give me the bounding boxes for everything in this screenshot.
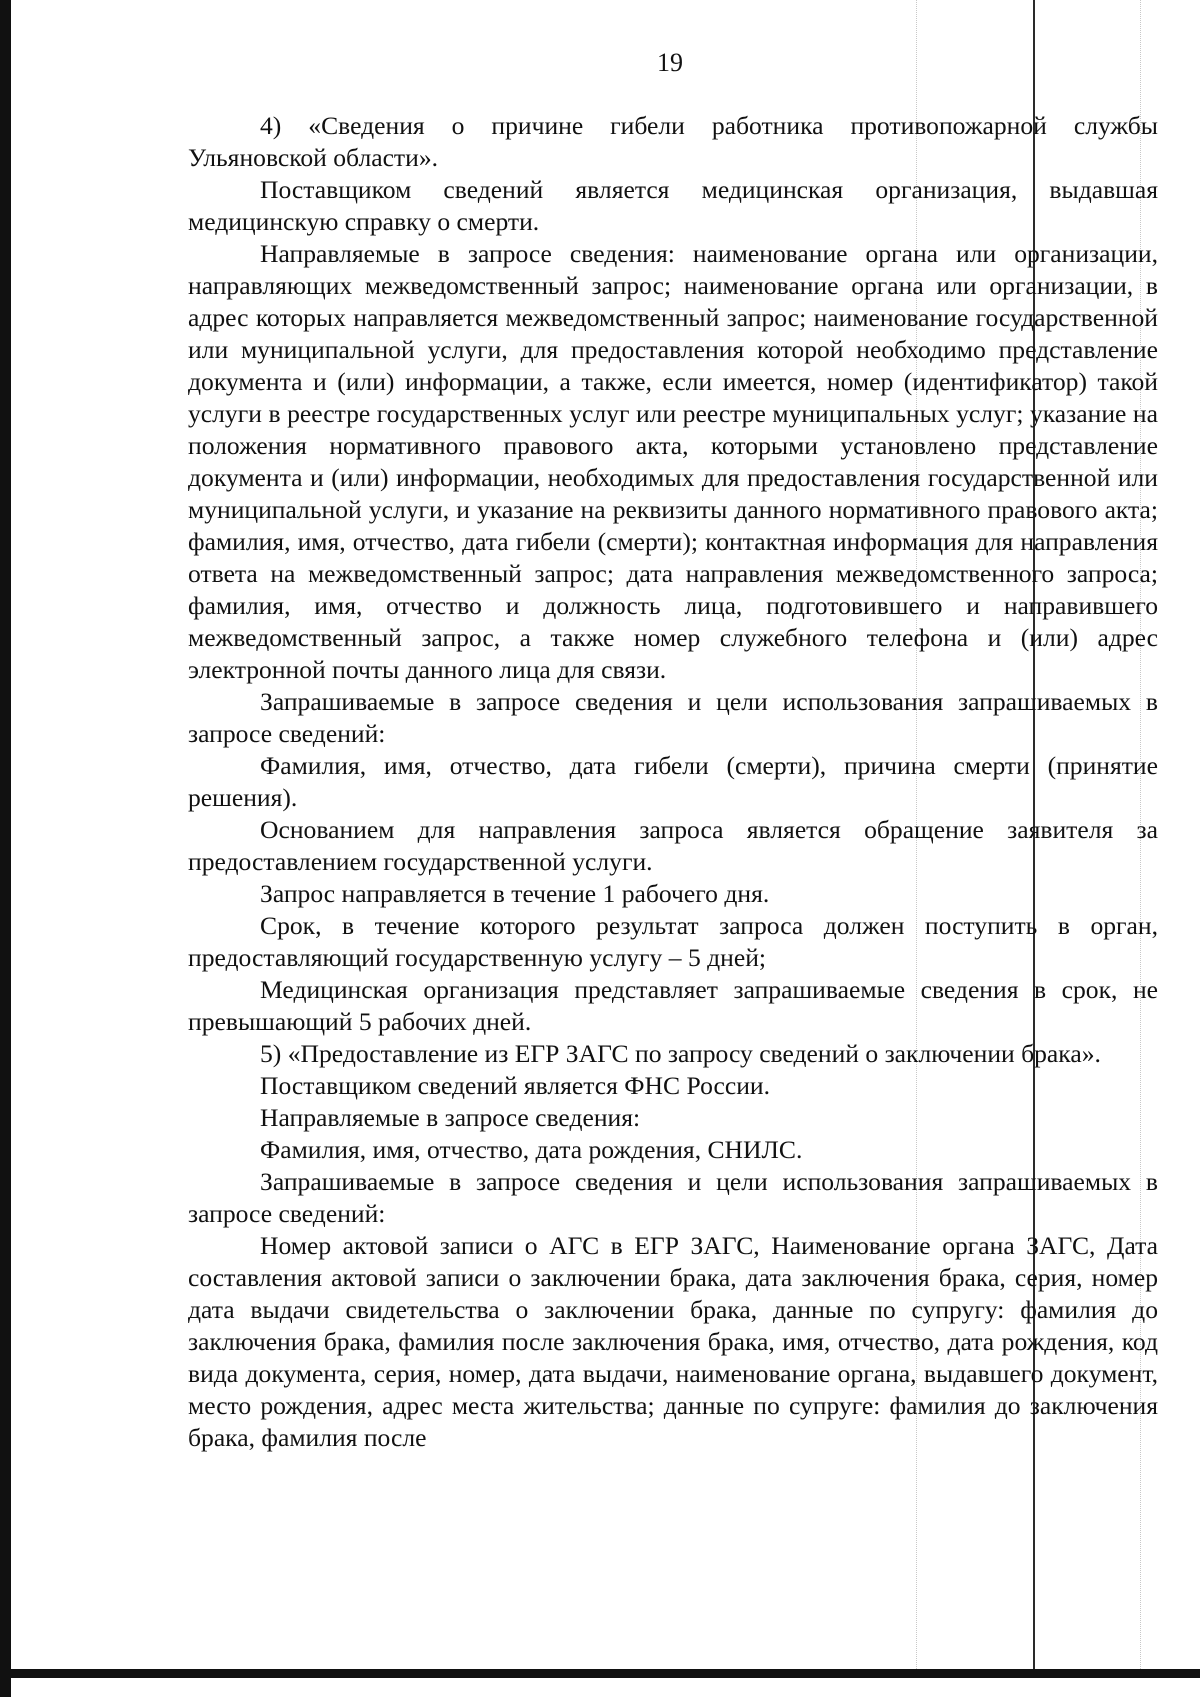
paragraph: Фамилия, имя, отчество, дата гибели (смерти), причина смерти (принятие решения). — [188, 751, 1158, 812]
scan-bottom-border — [0, 1669, 1200, 1678]
paragraph: Номер актовой записи о АГС в ЕГР ЗАГС, Наименование органа ЗАГС, Дата составления актовой записи о заключении брака, дата заключения брака, серия, номер дата выдачи свидетельства о заключении брака, данные по супругу: фамилия до заключения брака, фамилия после заключения брака, имя, отчество, дата рождения, код вида документа, серия, номер, дата выдачи, наименование органа, выдавшего документ, место рождения, адрес места жительства; данные по супруге: фамилия до заключения брака, фамилия после — [188, 1231, 1158, 1452]
paragraph: Поставщиком сведений является ФНС России. — [260, 1071, 771, 1100]
paragraph: Фамилия, имя, отчество, дата рождения, СНИЛС. — [260, 1135, 803, 1164]
paragraph: Направляемые в запросе сведения: наименование органа или организации, направляющих межведомственный запрос; наименование органа или организации, в адрес которых направляется межведомственный запрос; наименование государственной или муниципальной услуги, для предоставления которой необходимо представление документа и (или) информации, а также, если имеется, номер (идентификатор) такой услуги в реестре государственных услуг или реестре муниципальных услуг; указание на положения нормативного правового акта, которыми установлено представление документа и (или) информации, необходимых для предоставления государственной или муниципальной услуги, и указание на реквизиты данного нормативного правового акта; фамилия, имя, отчество, дата гибели (смерти); контактная информация для направления ответа на межведомственный запрос; дата направления межведомственного запроса; фамилия, имя, отчество и должность лица, подготовившего и направившего межведомственный запрос, а также номер служебного телефона и (или) адрес электронной почты данного лица для связи. — [188, 239, 1158, 684]
paragraph: Медицинская организация представляет запрашиваемые сведения в срок, не превышающий 5 рабочих дней. — [188, 975, 1158, 1036]
paragraph: Запрос направляется в течение 1 рабочего дня. — [260, 879, 770, 908]
paragraph: Поставщиком сведений является медицинская организация, выдавшая медицинскую справку о смерти. — [188, 175, 1158, 236]
paragraph: Запрашиваемые в запросе сведения и цели использования запрашиваемых в запросе сведений: — [188, 687, 1158, 748]
paragraph: Направляемые в запросе сведения: — [260, 1103, 641, 1132]
paragraph: 4) «Сведения о причине гибели работника противопожарной службы Ульяновской области». — [188, 111, 1158, 172]
paragraph: Основанием для направления запроса является обращение заявителя за предоставлением государственной услуги. — [188, 815, 1158, 876]
page-number: 19 — [657, 48, 683, 77]
paragraph: Запрашиваемые в запросе сведения и цели использования запрашиваемых в запросе сведений: — [188, 1167, 1158, 1228]
paragraph: Срок, в течение которого результат запроса должен поступить в орган, предоставляющий государственную услугу – 5 дней; — [188, 911, 1158, 972]
paragraph: 5) «Предоставление из ЕГР ЗАГС по запросу сведений о заключении брака». — [260, 1039, 1101, 1068]
scan-left-border — [0, 0, 11, 1697]
document-body — [188, 110, 1158, 1454]
